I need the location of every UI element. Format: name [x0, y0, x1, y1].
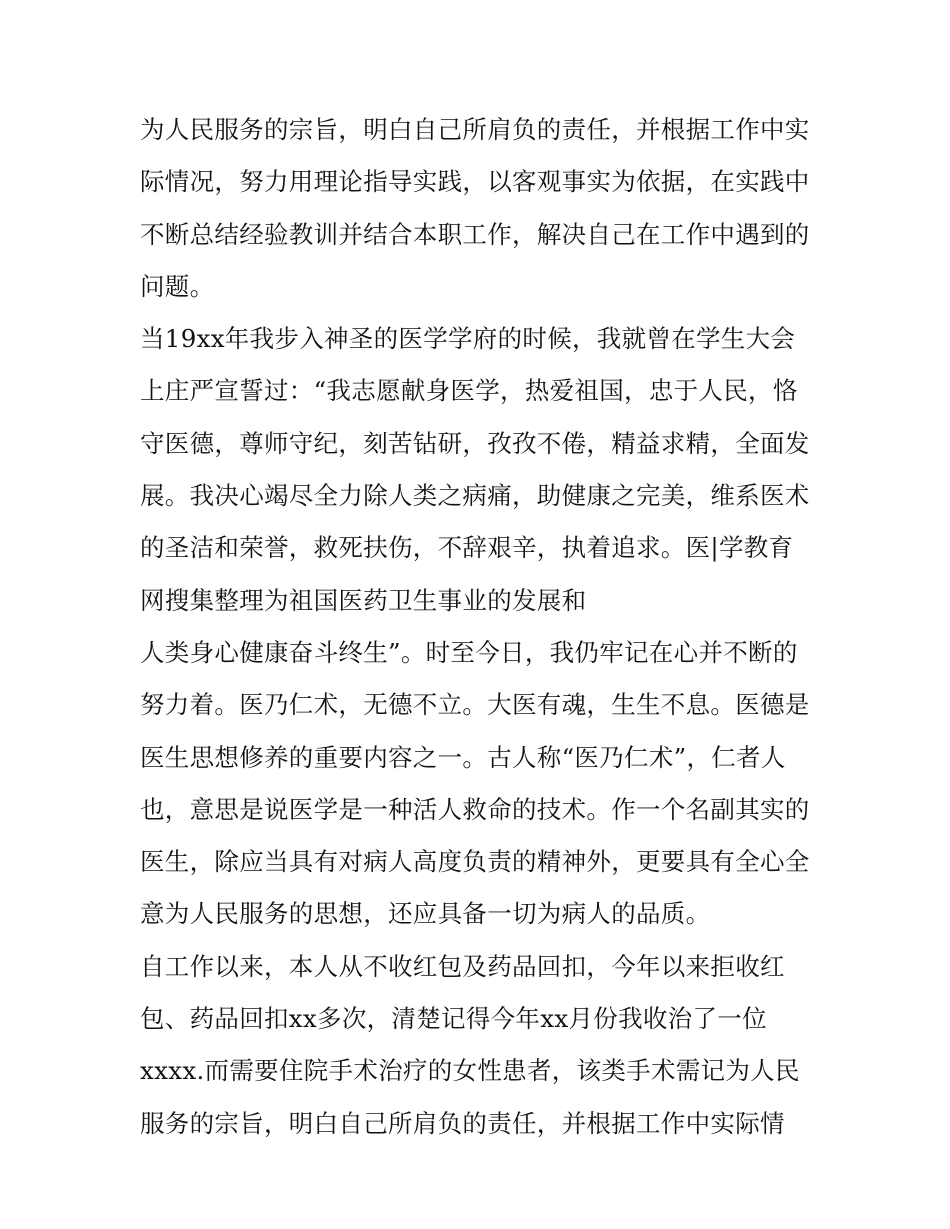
text-line: 问题。	[140, 271, 215, 301]
text-line: 意为人民服务的思想，还应具备一切为病人的品质。	[140, 899, 711, 929]
text-line: 守医德，尊师守纪，刻苦钻研，孜孜不倦，精益求精，全面发	[140, 428, 810, 458]
text-line: 自工作以来，本人从不收红包及药品回扣，今年以来拒收红	[140, 951, 785, 981]
text-line: 人类身心健康奋斗终生”。时至今日，我仍牢记在心并不断的	[140, 637, 798, 667]
text-line: 医生思想修养的重要内容之一。古人称“医乃仁术”，仁者人	[140, 742, 786, 772]
text-line: 服务的宗旨，明白自己所肩负的责任，并根据工作中实际情	[140, 1108, 785, 1138]
body-text	[140, 104, 840, 1150]
text-line: 展。我决心竭尽全力除人类之病痛，助健康之完美，维系医术	[140, 481, 810, 511]
text-line: 上庄严宣誓过：“我志愿献身医学，热爱祖国，忠于人民，恪	[140, 376, 798, 406]
text-line: 当19xx年我步入神圣的医学学府的时候，我就曾在学生大会	[140, 324, 796, 354]
text-line: 为人民服务的宗旨，明白自己所肩负的责任，并根据工作中实	[140, 115, 810, 144]
text-line: 也，意思是说医学是一种活人救命的技术。作一个名副其实的	[140, 794, 810, 824]
text-line: 网搜集整理为祖国医药卫生事业的发展和	[140, 585, 587, 615]
text-line: 际情况，努力用理论指导实践，以客观事实为依据，在实践中	[140, 167, 810, 197]
text-line: 的圣洁和荣誉，救死扶伤，不辞艰辛，执着追求。医|学教育	[140, 533, 794, 563]
text-line: 医生，除应当具有对病人高度负责的精神外，更要具有全心全	[140, 847, 810, 877]
text-line: 包、药品回扣xx多次，清楚记得今年xx月份我收治了一位	[140, 1004, 767, 1034]
text-line: 努力着。医乃仁术，无德不立。大医有魂，生生不息。医德是	[140, 690, 810, 720]
text-line: xxxx.而需要住院手术治疗的女性患者，该类手术需记为人民	[140, 1056, 800, 1086]
text-line: 不断总结经验教训并结合本职工作，解决自己在工作中遇到的	[140, 219, 810, 249]
